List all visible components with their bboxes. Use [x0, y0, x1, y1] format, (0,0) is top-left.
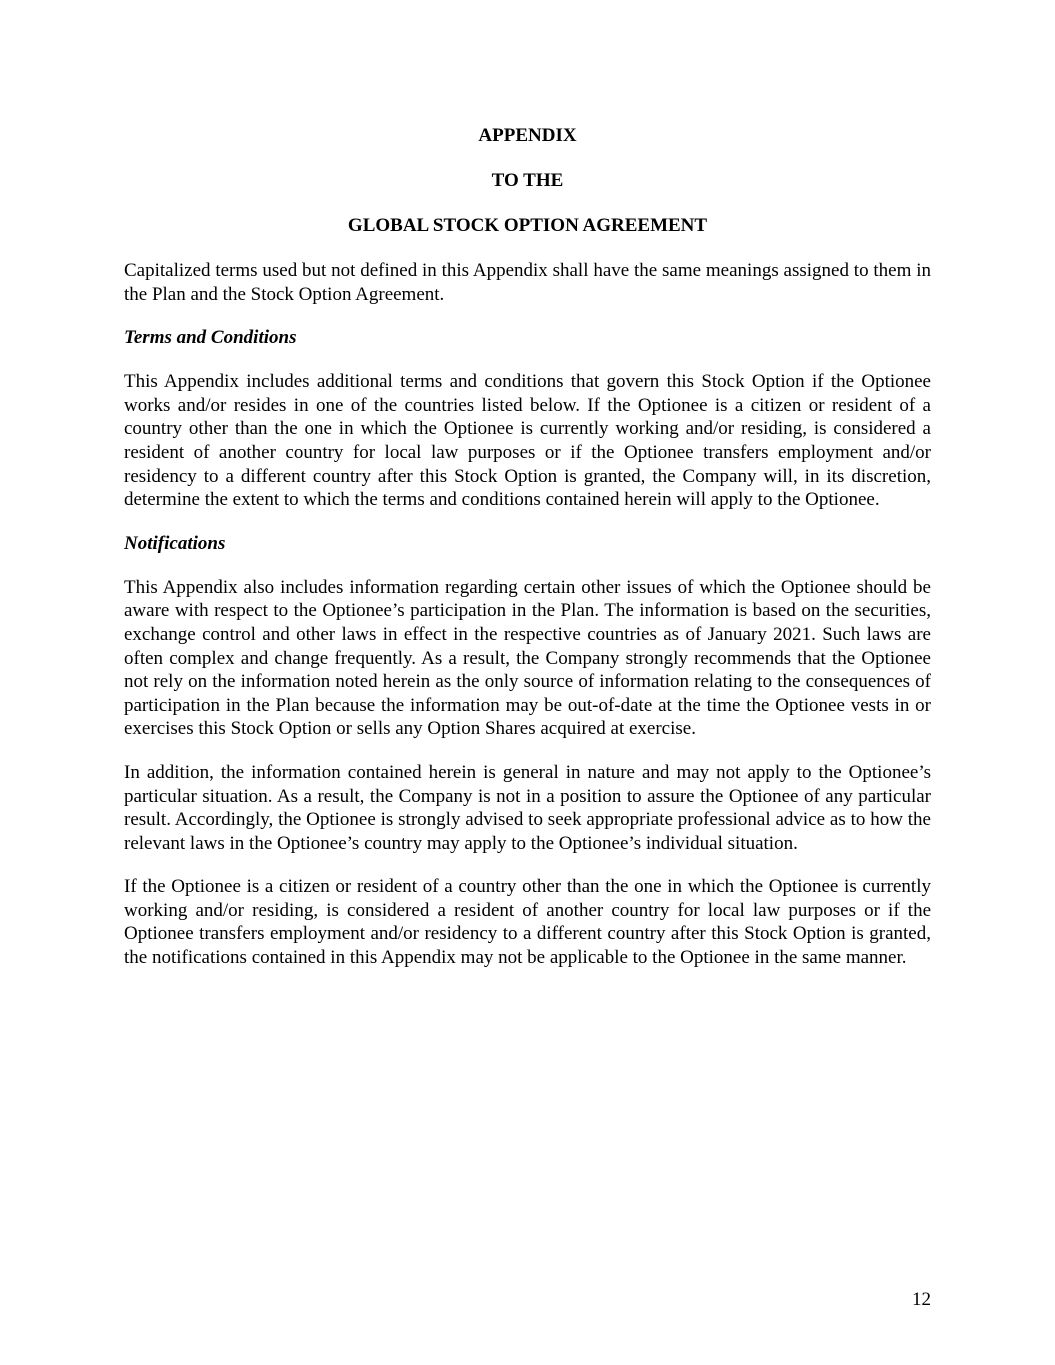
notifications-paragraph-3: If the Optionee is a citizen or resident of a country other than the one in which the Optionee is currently working and/or residing, is considered a resident of another country for local law purposes or if the Optionee transfers employment and/or residency to a different country after this Stock Option is granted, the notifications contained in this Appendix may not be applicable to the Optionee in the same manner.	[124, 876, 931, 969]
terms-paragraph-1: This Appendix includes additional terms and conditions that govern this Stock Option if the Optionee works and/or resides in one of the countries listed below. If the Optionee is a citizen or resident of a country other than the one in which the Optionee is currently working and/or residing, is considered a resident of another country for local law purposes or if the Optionee transfers employment and/or residency to a different country after this Stock Option is granted, the Company will, in its discretion, determine the extent to which the terms and conditions contained herein will apply to the Optionee.	[124, 371, 931, 511]
heading-to-the: TO THE	[491, 170, 564, 191]
section-title-notifications: Notifications	[124, 532, 226, 554]
page-number: 12	[912, 1289, 931, 1310]
section-title-terms-and-conditions: Terms and Conditions	[124, 327, 297, 349]
document-body	[124, 124, 931, 990]
notifications-paragraph-1: This Appendix also includes information regarding certain other issues of which the Optionee should be aware with respect to the Optionee’s participation in the Plan. The information is based on the securities, exchange control and other laws in effect in the respective countries as of January 2021. Such laws are often complex and change frequently. As a result, the Company strongly recommends that the Optionee not rely on the information noted herein as the only source of information relating to the consequences of participation in the Plan because the information may be out-of-date at the time the Optionee vests in or exercises this Stock Option or sells any Option Shares acquired at exercise.	[124, 576, 931, 740]
intro-paragraph: Capitalized terms used but not defined in this Appendix shall have the same meanings assigned to them in the Plan and the Stock Option Agreement.	[124, 260, 931, 305]
notifications-paragraph-2: In addition, the information contained herein is general in nature and may not apply to the Optionee’s particular situation. As a result, the Company is not in a position to assure the Optionee of any particular result. Accordingly, the Optionee is strongly advised to seek appropriate professional advice as to how the relevant laws in the Optionee’s country may apply to the Optionee’s individual situation.	[124, 761, 931, 854]
heading-agreement-title: GLOBAL STOCK OPTION AGREEMENT	[347, 215, 708, 236]
heading-appendix: APPENDIX	[478, 125, 577, 146]
